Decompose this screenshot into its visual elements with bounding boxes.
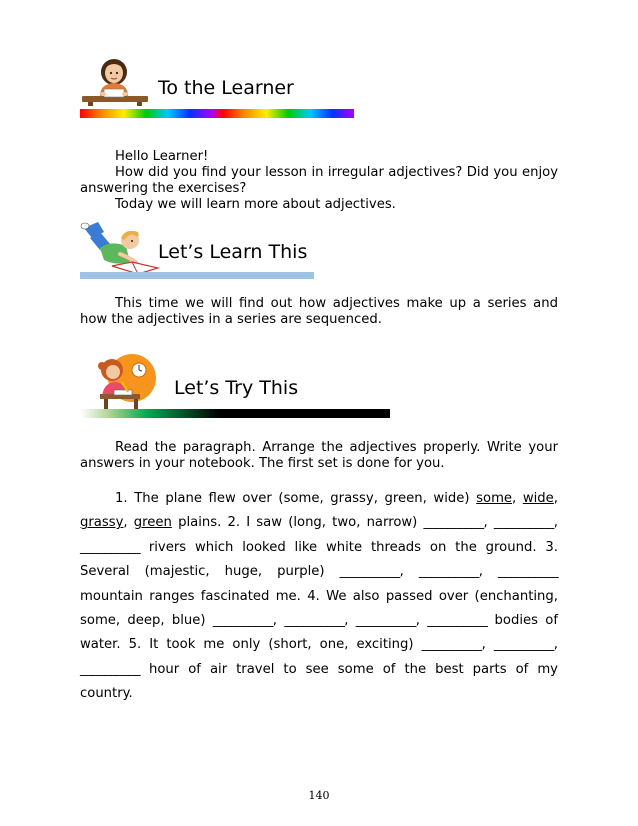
answer-blank: __________	[493, 637, 554, 653]
learner-today-text: Today we will learn more about adjectives.	[115, 197, 396, 212]
rainbow-divider	[80, 109, 354, 118]
answer-blank: __________	[80, 539, 140, 555]
learner-intro	[80, 149, 558, 213]
answer-blank: __________	[421, 637, 482, 653]
answer-blank: __________	[423, 515, 484, 531]
sentence-4-suffix: bodies of water.	[80, 613, 558, 653]
try-instructions	[80, 440, 558, 472]
answer-blank: __________	[355, 613, 416, 629]
learn-body-text: This time we will find out how adjectives make up a series and how the adjectives in a series are sequenced.	[80, 296, 558, 327]
answer-word: some	[476, 491, 513, 506]
learner-icon	[80, 58, 150, 106]
exercise-paragraph	[80, 487, 558, 707]
answer-blank: __________	[493, 515, 554, 531]
sentence-3-suffix: mountain ranges fascinated me.	[80, 588, 301, 604]
answer-blank: __________	[284, 613, 345, 629]
learn-icon	[80, 218, 160, 278]
sentence-1-suffix: plains.	[178, 515, 222, 531]
learner-question-text: How did you find your lesson in irregular adjectives? Did you enjoy answering the exercises?	[80, 165, 558, 196]
greeting-text: Hello Learner!	[115, 149, 209, 164]
answer-word: wide	[522, 491, 554, 506]
sentence-2-suffix: rivers which looked like white threads on the ground.	[148, 539, 537, 555]
instructions-text: Read the paragraph. Arrange the adjectives properly. Write your answers in your notebook. The first set is done for you.	[80, 440, 558, 471]
sentence-1-prefix: 1. The plane flew over (some, grassy, green, wide)	[115, 491, 470, 506]
answer-blank: __________	[418, 564, 479, 580]
green-black-divider	[80, 409, 390, 418]
answer-blank: __________	[498, 564, 558, 580]
sentence-3-prefix: 3. Several (majestic, huge, purple)	[80, 539, 558, 580]
try-icon	[92, 352, 162, 414]
blue-divider	[80, 272, 314, 279]
section-title-try: Let’s Try This	[174, 377, 299, 399]
answer-blank: __________	[212, 613, 273, 629]
section-title-learner: To the Learner	[158, 77, 294, 99]
answer-word: grassy	[80, 515, 124, 531]
answer-word: green	[133, 515, 172, 531]
sentence-4-prefix: 4. We also passed over (enchanting, some, deep, blue)	[80, 588, 558, 629]
sentence-2-prefix: 2. I saw (long, two, narrow)	[227, 515, 418, 531]
answer-blank: __________	[339, 564, 400, 580]
answer-blank: __________	[80, 661, 140, 677]
section-title-learn: Let’s Learn This	[158, 241, 308, 263]
exercise-text: 1. The plane flew over (some, grassy, green, wide) some, wide, grassy, green plains. 2. I saw (long, two, narrow) __________, __________, __________ rivers which looked like white threads on the ground. 3. Several (majestic, huge, purple) __________, __________, __________ mountain ranges fascinated me. 4. We also passed over (enchanting, some, deep, blue) __________, __________, __________, __________ bodies of water. 5. It took me only (short, one, exciting) __________, __________, __________ hour of air travel to see some of the best parts of my country.	[80, 491, 558, 702]
sentence-5-suffix: hour of air travel to see some of the best parts of my country.	[80, 661, 558, 702]
answer-blank: __________	[427, 613, 488, 629]
learn-body	[80, 296, 558, 328]
sentence-5-prefix: 5. It took me only (short, one, exciting)	[128, 637, 414, 653]
page-number: 140	[308, 789, 330, 802]
